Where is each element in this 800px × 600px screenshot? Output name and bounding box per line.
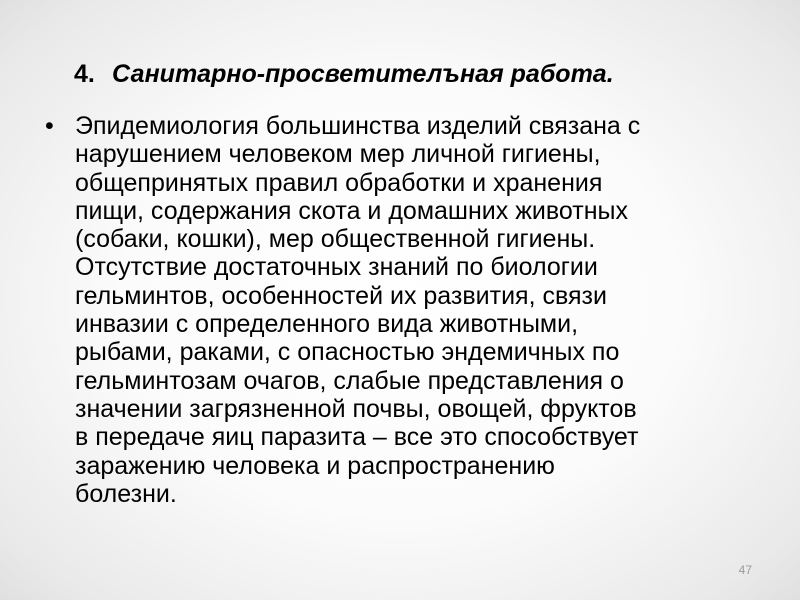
text-line: в передаче яиц паразита – все это способствует [75, 423, 639, 452]
text-line: (собаки, кошки), мер общественной гигиены. [75, 225, 596, 254]
bullet-list [45, 112, 765, 508]
text-line: Отсутствие достаточных знаний по биологии [75, 253, 598, 282]
text-line: значении загрязненной почвы, овощей, фруктов [75, 394, 637, 423]
bullet-dot-icon: • [45, 112, 54, 140]
slide-title [74, 56, 774, 92]
text-line: болезни. [75, 479, 177, 508]
text-line: заражению человека и распространению [75, 451, 555, 480]
bullet-item [45, 112, 765, 508]
title-number: 4. [74, 60, 95, 88]
text-line: нарушением человеком мер личной гигиены, [75, 140, 601, 169]
text-line: общепринятых правил обработки и хранения [75, 168, 603, 197]
text-line: пищи, содержания скота и домашних животных [75, 196, 628, 225]
text-line: инвазии с определенного вида животными, [75, 310, 579, 339]
text-line: гельминтов, особенностей их развития, связи [75, 281, 607, 310]
title-text: Санитарно-просветителъная работа. [112, 60, 614, 88]
text-line: Эпидемиология большинства изделий связана с [75, 112, 641, 140]
bullet-text [75, 112, 765, 508]
slide-number: 47 [738, 563, 752, 577]
text-line: рыбами, раками, с опасностью эндемичных по [75, 338, 620, 367]
text-line: гельминтозам очагов, слабые представления о [75, 366, 624, 395]
